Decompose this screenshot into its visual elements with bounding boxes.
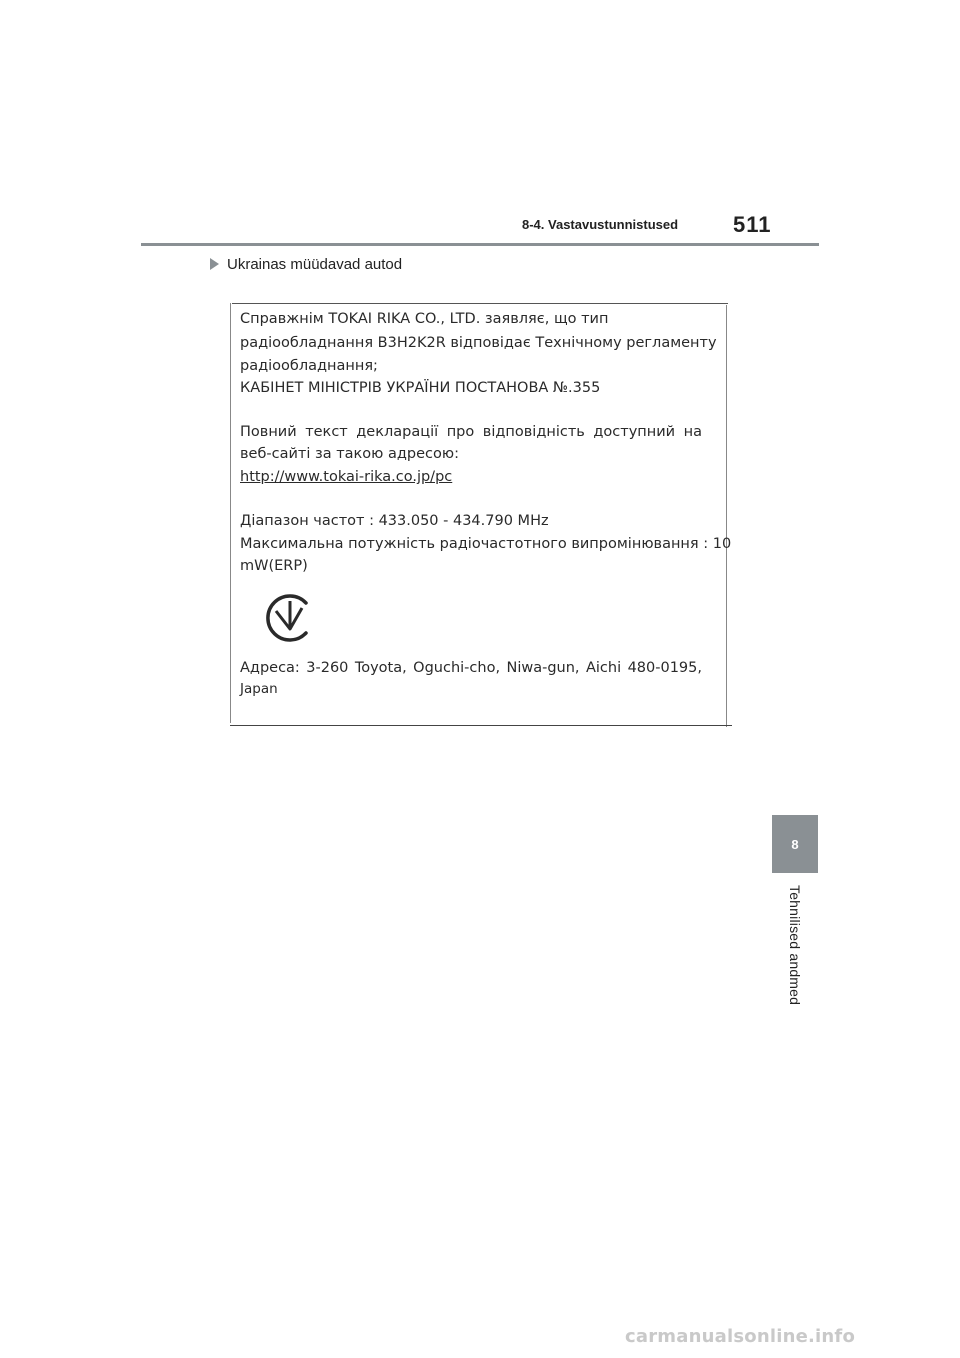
address-line-2: Japan — [240, 681, 278, 697]
max-power-line-1: Максимальна потужність радіочастотного випромінювання : 10 — [240, 536, 732, 552]
box-border-top — [232, 303, 728, 304]
declaration-line-4: КАБІНЕТ МІНІСТРІВ УКРАЇНИ ПОСТАНОВА №.355 — [240, 380, 601, 396]
declaration-line-2: радіообладнання B3H2K2R відповідає Технічному регламенту — [240, 335, 717, 351]
max-power-line-2: mW(ERP) — [240, 558, 308, 574]
declaration-box — [230, 303, 732, 727]
box-border-left — [230, 303, 231, 723]
chapter-tab: 8 — [772, 815, 818, 873]
header-rule — [141, 243, 819, 246]
address-line-1: Адреса: 3-260 Toyota, Oguchi-cho, Niwa-gun, Aichi 480-0195, — [240, 660, 702, 676]
frequency-range: Діапазон частот : 433.050 - 434.790 MHz — [240, 513, 549, 529]
declaration-line-5: Повний текст декларації про відповідність доступний на — [240, 424, 702, 440]
declaration-line-3: радіообладнання; — [240, 358, 378, 374]
ukrainian-conformity-mark-icon — [262, 591, 316, 645]
declaration-url: http://www.tokai-rika.co.jp/pc — [240, 469, 453, 485]
subheading — [210, 256, 402, 273]
box-border-right — [726, 305, 727, 727]
declaration-line-6: веб-сайті за такою адресою: — [240, 446, 459, 462]
box-border-bottom — [230, 725, 732, 726]
section-title: 8-4. Vastavustunnistused — [522, 217, 679, 232]
page-number: 511 — [733, 212, 772, 237]
subheading-text: Ukrainas müüdavad autod — [227, 256, 403, 273]
declaration-line-1: Справжнім TOKAI RIKA CO., LTD. заявляє, що тип — [240, 311, 609, 327]
triangle-bullet-icon — [210, 258, 219, 270]
chapter-label: Tehnilised andmed — [787, 885, 803, 1006]
watermark: carmanualsonline.info — [625, 1326, 856, 1347]
